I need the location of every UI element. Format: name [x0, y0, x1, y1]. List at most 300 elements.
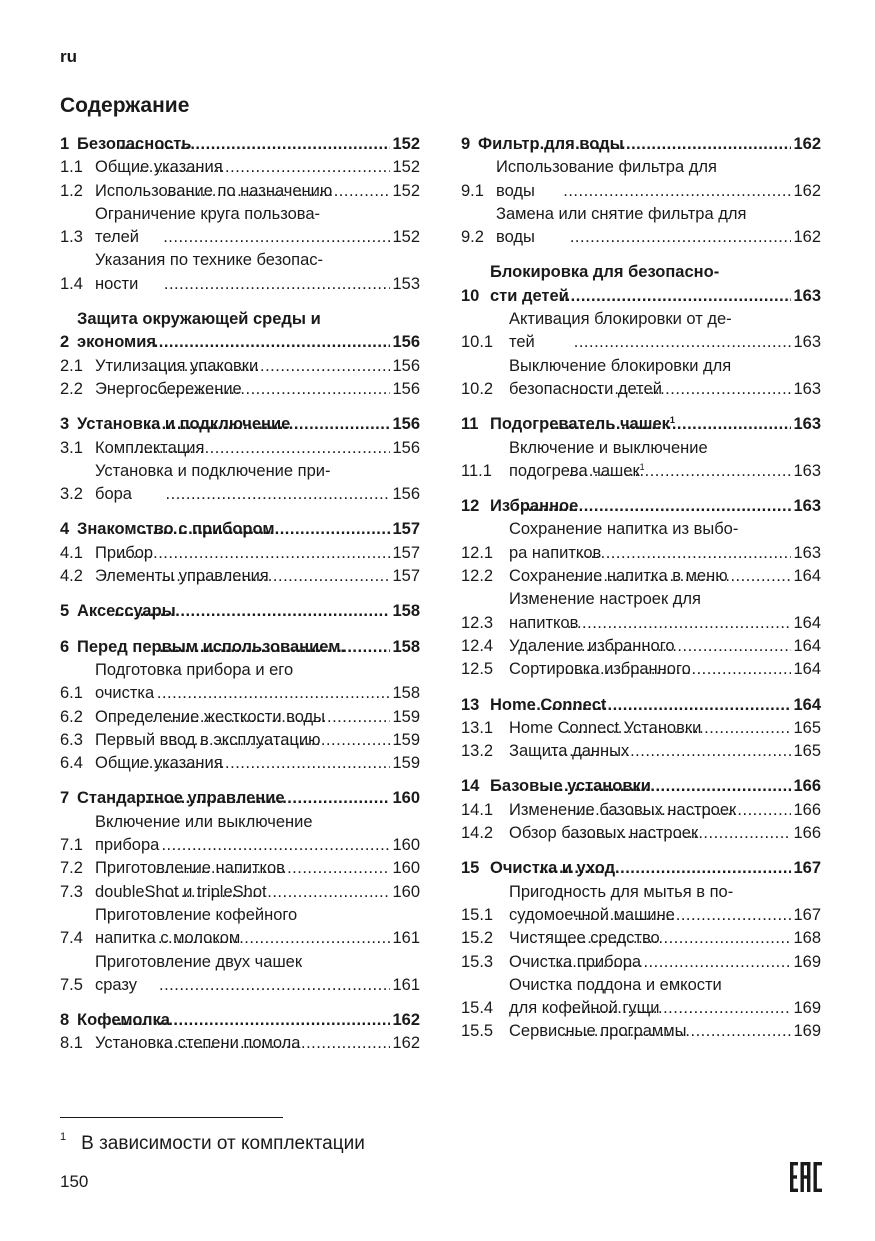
dot-leader — [566, 822, 791, 845]
toc-entry-title-line: Элементы управления — [95, 567, 269, 586]
toc-entry-number: 15.2 — [461, 929, 494, 948]
dot-leader — [148, 355, 390, 378]
dot-leader — [145, 787, 391, 810]
toc-entry-page: 164 — [793, 636, 821, 655]
toc-entry-number: 1.4 — [60, 274, 83, 293]
toc-entry-title-line: Очистка и уход — [490, 859, 616, 878]
toc-entry-title-line: doubleShot и tripleShot — [95, 882, 267, 901]
toc-entry-title-line: подогрева чашек$^1$ — [509, 461, 645, 480]
toc-subsection-entry[interactable] — [60, 706, 420, 729]
toc-entry-title-line: Кофемолка — [77, 1011, 170, 1030]
toc-entry-page: 160 — [392, 836, 420, 855]
toc-entry-number: 6.2 — [60, 707, 83, 726]
dot-leader — [552, 951, 792, 974]
dot-leader — [139, 156, 391, 179]
toc-entry-number: 7.1 — [60, 836, 83, 855]
toc-entry-page: 169 — [793, 999, 821, 1018]
toc-entry-page: 166 — [793, 777, 821, 796]
toc-entry-title-line: Прибор — [95, 543, 154, 562]
toc-subsection-entry[interactable] — [461, 635, 821, 658]
toc-entry-title-line: сразу — [95, 975, 138, 994]
toc-entry-page: 163 — [793, 415, 821, 434]
toc-entry-title-line: Стандартное управление — [77, 789, 285, 808]
toc-entry-title-line: Аксессуары — [77, 602, 176, 621]
toc-entry-title-line: Приготовление кофейного — [95, 905, 298, 924]
toc-entry-page: 163 — [793, 379, 821, 398]
dot-leader — [523, 495, 792, 518]
footnote-text: В зависимости от комплектации — [81, 1133, 365, 1154]
toc-subsection-entry[interactable] — [461, 717, 821, 740]
dot-leader — [570, 226, 792, 249]
toc-entry-page: 156 — [392, 333, 420, 352]
toc-entry-page: 164 — [793, 567, 821, 586]
dot-leader — [155, 857, 391, 880]
toc-entry-page: 163 — [793, 461, 821, 480]
toc-entry-title-line: Активация блокировки от де- — [509, 310, 732, 329]
toc-entry-title-line: Использование по назначению — [95, 181, 333, 200]
toc-entry-title-line: Сохранение напитка в меню — [509, 567, 728, 586]
dot-leader — [163, 226, 390, 249]
dot-leader — [574, 378, 792, 401]
toc-section — [461, 261, 821, 401]
toc-entry-page: 158 — [392, 684, 420, 703]
toc-subsection-entry[interactable] — [60, 729, 420, 752]
toc-entry-page: 160 — [392, 882, 420, 901]
dot-leader — [159, 974, 390, 997]
toc-subsection-entry[interactable] — [60, 355, 420, 378]
toc-entry-title-line: Включение и выключение — [509, 438, 708, 457]
toc-section — [461, 775, 821, 845]
toc-entry-title-line: ра напитков — [509, 543, 602, 562]
toc-entry-number: 1.1 — [60, 158, 83, 177]
dot-leader — [568, 460, 791, 483]
dot-leader — [529, 133, 791, 156]
toc-subsection-entry[interactable] — [60, 904, 420, 951]
dot-leader — [154, 331, 391, 354]
toc-entry-title-line: Подогреватель чашек$^1$ — [490, 415, 675, 434]
toc-entry-title-line: Включение или выключение — [95, 812, 313, 831]
dot-leader — [166, 483, 391, 506]
toc-entry-number: 1.2 — [60, 181, 83, 200]
toc-subsection-entry[interactable] — [461, 156, 821, 203]
toc-entry-page: 163 — [793, 543, 821, 562]
toc-subsection-entry[interactable] — [60, 542, 420, 565]
toc-entry-title-line: Первый ввод в эксплуатацию — [95, 730, 321, 749]
toc-entry-title-line: Чистящее средство — [509, 929, 660, 948]
toc-entry-page: 169 — [793, 1022, 821, 1041]
dot-leader — [563, 180, 791, 203]
toc-subsection-entry[interactable] — [461, 658, 821, 681]
toc-entry-number: 3.2 — [60, 485, 83, 504]
dot-leader — [574, 904, 791, 927]
toc-chapter-entry[interactable] — [60, 1009, 420, 1032]
toc-entry-page: 152 — [392, 181, 420, 200]
toc-subsection-entry[interactable] — [461, 951, 821, 974]
footnote-reference[interactable]: 1 — [669, 415, 675, 426]
toc-entry-page: 156 — [392, 379, 420, 398]
toc-subsection-entry[interactable] — [60, 180, 420, 203]
toc-entry-page: 167 — [793, 859, 821, 878]
toc-entry-title-line: Защита данных — [509, 742, 630, 761]
dot-leader — [161, 834, 390, 857]
toc-entry-page: 161 — [392, 929, 420, 948]
toc-entry-title-line: Сортировка избранного — [509, 660, 691, 679]
toc-entry-number: 9.1 — [461, 181, 484, 200]
toc-chapter-entry[interactable] — [461, 413, 821, 436]
toc-entry-title-line: Установка и подключение при- — [95, 461, 331, 480]
footnote-reference[interactable]: 1 — [639, 461, 645, 472]
dot-leader — [550, 413, 792, 436]
toc-section — [461, 133, 821, 249]
toc-entry-number: 11 — [461, 415, 479, 434]
toc-entry-title-line: напитков — [509, 613, 579, 632]
toc-chapter-entry[interactable] — [461, 261, 821, 308]
dot-leader — [163, 729, 390, 752]
toc-section — [461, 413, 821, 483]
toc-chapter-entry[interactable] — [60, 787, 420, 810]
toc-entry-title-line: Сохранение напитка из выбо- — [509, 520, 739, 539]
toc-section — [60, 1009, 420, 1056]
toc-subsection-entry[interactable] — [461, 974, 821, 1021]
toc-entry-page: 164 — [793, 613, 821, 632]
dot-leader — [563, 1020, 791, 1043]
toc-entry-number: 9 — [461, 135, 471, 153]
toc-section — [461, 694, 821, 764]
toc-entry-title-line: очистка — [95, 684, 155, 703]
toc-chapter-entry[interactable] — [461, 495, 821, 518]
toc-entry-page: 161 — [392, 975, 420, 994]
toc-entry-title-line: Базовые установки — [490, 777, 651, 796]
toc-entry-title-line: ности — [95, 274, 139, 293]
toc-entry-title-line: воды — [496, 228, 535, 247]
toc-entry-page: 156 — [392, 438, 420, 457]
toc-entry-title-line: напитка с молоком — [95, 929, 241, 948]
toc-entry-page: 159 — [392, 707, 420, 726]
dot-leader — [112, 1009, 390, 1032]
toc-subsection-entry[interactable] — [461, 203, 821, 250]
toc-entry-title-line: Утилизация упаковки — [95, 356, 259, 375]
toc-entry-number: 4 — [60, 520, 70, 539]
toc-entry-number: 2.1 — [60, 356, 83, 375]
toc-entry-title-line: Home Connect Установки — [509, 718, 702, 737]
dot-leader — [144, 378, 391, 401]
toc-entry-title-line: Комплектация — [95, 438, 205, 457]
dot-leader — [574, 331, 792, 354]
toc-entry-number: 9.2 — [461, 228, 484, 247]
toc-entry-number: 10.2 — [461, 379, 494, 398]
toc-entry-page: 160 — [392, 789, 420, 808]
toc-entry-number: 14.2 — [461, 824, 494, 843]
toc-entry-title-line: воды — [496, 181, 535, 200]
toc-entry-number: 13.1 — [461, 718, 494, 737]
dot-leader — [158, 927, 391, 950]
page-title: Содержание — [60, 94, 190, 117]
toc-chapter-entry[interactable] — [60, 636, 420, 659]
toc-entry-title-line: Защита окружающей среды и — [77, 310, 321, 329]
toc-entry-page: 166 — [793, 824, 821, 843]
toc-entry-title-line: Использование фильтра для — [496, 158, 717, 177]
toc-entry-page: 159 — [392, 730, 420, 749]
toc-entry-page: 164 — [793, 660, 821, 679]
toc-entry-title-line: для кофейной гущи — [509, 999, 660, 1018]
toc-section — [60, 600, 420, 623]
toc-subsection-entry[interactable] — [60, 752, 420, 775]
dot-leader — [560, 635, 791, 658]
toc-entry-page: 162 — [392, 1034, 420, 1053]
toc-chapter-entry[interactable] — [461, 694, 821, 717]
toc-entry-page: 159 — [392, 754, 420, 773]
toc-entry-title-line: Очистка поддона и емкости — [509, 975, 722, 994]
toc-entry-title-line: Избранное — [490, 497, 579, 516]
toc-subsection-entry[interactable] — [60, 203, 420, 250]
toc-chapter-entry[interactable] — [461, 775, 821, 798]
toc-entry-number: 13 — [461, 695, 480, 714]
page-number: 150 — [60, 1172, 89, 1191]
toc-section — [60, 518, 420, 588]
toc-entry-number: 11.1 — [461, 461, 492, 480]
toc-subsection-entry[interactable] — [461, 927, 821, 950]
toc-entry-title-line: Пригодность для мытья в по- — [509, 882, 734, 901]
toc-entry-page: 163 — [793, 286, 821, 305]
toc-entry-title-line: прибора — [95, 836, 160, 855]
eac-mark-icon — [790, 1162, 822, 1192]
toc-entry-number: 7.4 — [60, 929, 83, 948]
toc-entry-number: 4.2 — [60, 567, 83, 586]
toc-entry-page: 160 — [392, 859, 420, 878]
toc-entry-title-line: Приготовление напитков — [95, 859, 285, 878]
toc-entry-page: 165 — [793, 742, 821, 761]
toc-entry-title-line: Безопасность — [77, 135, 192, 153]
toc-entry-page: 164 — [793, 695, 821, 714]
toc-entry-page: 156 — [392, 356, 420, 375]
toc-entry-number: 2.2 — [60, 379, 83, 398]
toc-entry-number: 6.3 — [60, 730, 83, 749]
toc-chapter-entry[interactable] — [60, 413, 420, 436]
toc-subsection-entry[interactable] — [60, 460, 420, 507]
toc-entry-title-line: сти детей — [490, 286, 569, 305]
toc-entry-page: 162 — [793, 135, 821, 153]
toc-subsection-entry[interactable] — [461, 740, 821, 763]
toc-entry-page: 152 — [392, 228, 420, 247]
toc-subsection-entry[interactable] — [461, 881, 821, 928]
toc-entry-title-line: Установка степени помола — [95, 1034, 301, 1053]
toc-entry-title-line: Удаление избранного — [509, 636, 675, 655]
toc-subsection-entry[interactable] — [461, 799, 821, 822]
toc-entry-title-line: Приготовление двух чашек — [95, 952, 303, 971]
toc-chapter-entry[interactable] — [60, 600, 420, 623]
dot-leader — [573, 565, 792, 588]
dot-leader — [114, 600, 390, 623]
dot-leader — [544, 775, 792, 798]
dot-leader — [561, 285, 792, 308]
dot-leader — [159, 1032, 391, 1055]
toc-entry-number: 15 — [461, 859, 480, 878]
toc-subsection-entry[interactable] — [60, 437, 420, 460]
toc-entry-page: 158 — [392, 602, 420, 621]
toc-entry-number: 6.1 — [60, 684, 83, 703]
toc-entry-title-line: Указания по технике безопас- — [95, 251, 324, 270]
toc-entry-title-line: Обзор базовых настроек — [509, 824, 699, 843]
toc-entry-title-line: Сервисные программы — [509, 1022, 687, 1041]
toc-entry-title-line: Установка и подключение — [77, 415, 291, 434]
toc-entry-title-line: безопасности детей — [509, 379, 662, 398]
toc-subsection-entry[interactable] — [461, 308, 821, 355]
toc-entry-page: 162 — [793, 181, 821, 200]
toc-entry-page: 156 — [392, 415, 420, 434]
toc-entry-page: 157 — [392, 543, 420, 562]
toc-column-left — [60, 133, 420, 1068]
toc-entry-title-line: Перед первым использованием. — [77, 637, 346, 656]
footnote — [60, 1131, 365, 1155]
dot-leader — [133, 437, 390, 460]
toc-entry-title-line: Изменение настроек для — [509, 590, 701, 609]
toc-subsection-entry[interactable] — [60, 857, 420, 880]
toc-chapter-entry[interactable] — [60, 133, 420, 156]
toc-entry-page: 152 — [392, 135, 420, 153]
dot-leader — [575, 799, 792, 822]
toc-entry-page: 167 — [793, 905, 821, 924]
dot-leader — [567, 717, 792, 740]
toc-entry-page: 153 — [392, 274, 420, 293]
toc-section — [60, 636, 420, 776]
toc-entry-number: 12.4 — [461, 636, 494, 655]
toc-subsection-entry[interactable] — [461, 565, 821, 588]
dot-leader — [151, 565, 391, 588]
toc-entry-title-line: Home Connect — [490, 695, 607, 714]
toc-entry-title-line: Блокировка для безопасно- — [490, 263, 720, 282]
dot-leader — [119, 133, 390, 156]
toc-entry-title-line: Очистка прибора — [509, 952, 642, 971]
toc-subsection-entry[interactable] — [461, 518, 821, 565]
toc-chapter-entry[interactable] — [60, 518, 420, 541]
toc-subsection-entry[interactable] — [60, 659, 420, 706]
toc-section — [60, 413, 420, 506]
toc-entry-title-line: бора — [95, 485, 132, 504]
toc-entry-number: 5 — [60, 602, 70, 621]
dot-leader — [139, 752, 391, 775]
dot-leader — [118, 542, 391, 565]
toc-subsection-entry[interactable] — [60, 811, 420, 858]
toc-entry-page: 169 — [793, 952, 821, 971]
toc-entry-number: 10 — [461, 286, 480, 305]
toc-entry-number: 6.4 — [60, 754, 83, 773]
toc-entry-title-line: Определение жесткости воды — [95, 707, 326, 726]
toc-section — [60, 787, 420, 997]
toc-chapter-entry[interactable] — [461, 133, 821, 156]
toc-entry-title-line: Общие указания — [95, 754, 223, 773]
toc-entry-title-line: судомоечной машине — [509, 905, 675, 924]
toc-section — [60, 133, 420, 296]
toc-subsection-entry[interactable] — [60, 565, 420, 588]
toc-subsection-entry[interactable] — [461, 588, 821, 635]
dot-leader — [159, 636, 390, 659]
toc-subsection-entry[interactable] — [60, 378, 420, 401]
toc-entry-number: 7.2 — [60, 859, 83, 878]
toc-entry-number: 12 — [461, 497, 480, 516]
toc-entry-number: 7 — [60, 789, 70, 808]
toc-entry-title-line: Выключение блокировки для — [509, 356, 732, 375]
dot-leader — [549, 740, 792, 763]
footnote-rule — [60, 1117, 283, 1118]
toc-entry-number: 12.5 — [461, 660, 494, 679]
dot-leader — [164, 706, 390, 729]
toc-entry-number: 15.4 — [461, 999, 494, 1018]
toc-entry-number: 15.1 — [461, 905, 494, 924]
language-code: ru — [60, 47, 77, 66]
toc-entry-page: 163 — [793, 333, 821, 352]
dot-leader — [157, 682, 391, 705]
dot-leader — [557, 927, 792, 950]
toc-entry-page: 162 — [392, 1011, 420, 1030]
toc-column-right — [461, 133, 821, 1056]
toc-subsection-entry[interactable] — [461, 355, 821, 402]
toc-subsection-entry[interactable] — [60, 249, 420, 296]
toc-subsection-entry[interactable] — [60, 881, 420, 904]
toc-entry-number: 12.2 — [461, 567, 494, 586]
toc-entry-page: 163 — [793, 497, 821, 516]
toc-entry-number: 3.1 — [60, 438, 83, 457]
toc-entry-page: 156 — [392, 485, 420, 504]
toc-subsection-entry[interactable] — [60, 1032, 420, 1055]
toc-entry-number: 3 — [60, 415, 70, 434]
toc-entry-number: 12.3 — [461, 613, 494, 632]
toc-chapter-entry[interactable] — [60, 308, 420, 355]
toc-section — [461, 495, 821, 681]
toc-entry-number: 6 — [60, 637, 70, 656]
toc-entry-number: 13.2 — [461, 742, 494, 761]
toc-entry-number: 8 — [60, 1011, 70, 1030]
toc-entry-title-line: Подготовка прибора и его — [95, 660, 294, 679]
dot-leader — [531, 694, 791, 717]
toc-entry-number: 14 — [461, 777, 480, 796]
dot-leader — [164, 273, 391, 296]
toc-entry-title-line: Фильтр для воды — [478, 135, 624, 153]
toc-entry-number: 14.1 — [461, 800, 494, 819]
dot-leader — [166, 180, 391, 203]
dot-leader — [142, 518, 390, 541]
toc-subsection-entry[interactable] — [60, 156, 420, 179]
toc-entry-page: 152 — [392, 158, 420, 177]
toc-chapter-entry[interactable] — [461, 857, 821, 880]
toc-entry-title-line: Ограничение круга пользова- — [95, 204, 321, 223]
dot-leader — [575, 542, 791, 565]
toc-entry-page: 165 — [793, 718, 821, 737]
dot-leader — [567, 612, 792, 635]
toc-subsection-entry[interactable] — [60, 951, 420, 998]
dot-leader — [572, 997, 792, 1020]
dot-leader — [150, 881, 390, 904]
toc-entry-title-line: телей — [95, 228, 140, 247]
toc-entry-page: 162 — [793, 228, 821, 247]
toc-subsection-entry[interactable] — [461, 437, 821, 484]
toc-subsection-entry[interactable] — [461, 1020, 821, 1043]
toc-entry-number: 1 — [60, 135, 70, 153]
toc-entry-title-line: Изменение базовых настроек — [509, 800, 737, 819]
toc-entry-number: 1.3 — [60, 228, 83, 247]
toc-entry-title-line: экономия — [77, 333, 157, 352]
dot-leader — [534, 857, 792, 880]
dot-leader — [564, 658, 791, 681]
toc-entry-title-line: тей — [509, 333, 535, 352]
toc-entry-number: 10.1 — [461, 333, 494, 352]
toc-entry-title-line: Замена или снятие фильтра для — [496, 204, 747, 223]
toc-entry-number: 15.5 — [461, 1022, 494, 1041]
toc-entry-page: 158 — [392, 637, 420, 656]
toc-entry-number: 7.5 — [60, 975, 83, 994]
toc-entry-number: 4.1 — [60, 543, 83, 562]
toc-subsection-entry[interactable] — [461, 822, 821, 845]
dot-leader — [146, 413, 390, 436]
